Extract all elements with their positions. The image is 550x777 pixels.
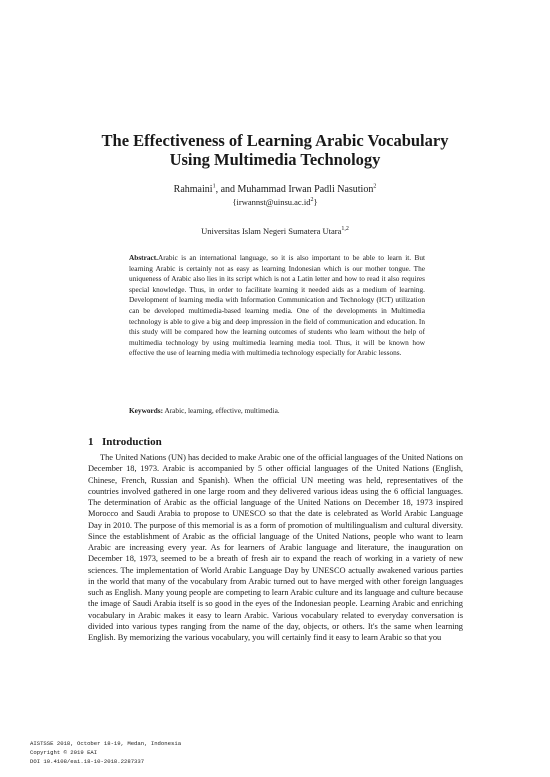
footer-copyright: Copyright © 2019 EAI	[30, 749, 98, 757]
author-2-affil-mark: 2	[373, 183, 377, 190]
email-affil-mark: 2	[310, 197, 314, 204]
email-close-brace: }	[313, 197, 318, 207]
section-heading-introduction	[88, 436, 162, 449]
title-line-1: The Effectiveness of Learning Arabic Vocabulary	[101, 131, 449, 150]
abstract	[129, 253, 425, 359]
keywords-label: Keywords:	[129, 406, 164, 415]
author-email	[60, 197, 490, 208]
affiliation	[60, 226, 490, 237]
keywords-text: Arabic, learning, effective, multimedia.	[163, 406, 280, 415]
keywords	[129, 406, 425, 417]
page-footer	[30, 739, 330, 767]
abstract-text: Arabic is an international language, so it is also important to be able to learn it. But learning Arabic is certainly not as easy as learning Indonesian which is our mother tongue. The uniqueness of Arabic also lies in its script which is not a Latin letter and how to read it also requires special knowledge. Thus, in order to facilitate learning it needed aids as a medium of learning. Development of learning media with Information Communication and Technology (ICT) utilization can be developed multimedia-based learning media. One of the developments in Multimedia technology is able to give a big and deep impression in the field of communication and education. In this study will be compared how the learning outcomes of students who learn without the help of multimedia technology by using multimedia learning media tool. Thus, it will be known how effective the use of learning media with multimedia technology especially for Arabic lessons.	[129, 253, 425, 358]
footer-conference: AISTSSE 2018, October 18-19, Medan, Indonesia	[30, 740, 182, 747]
introduction-paragraph: The United Nations (UN) has decided to make Arabic one of the official languages of the United Nations on December 18, 1973. Arabic is accompanied by 5 other official languages of the United Nations (English, Chinese, French, Russian and Spanish). When the official UN meeting was held, representatives of the countries involved gathered in one large room and they delivered various ideas using the 6 official languages. The determination of Arabic as the official language of the United Nations on December 18, 1973 inspired Morocco and Saudi Arabia to propose to UNESCO so that the date is celebrated as World Arabic Language Day in 2010. The purpose of this memorial is as a form of promotion of multilingualism and cultural diversity. Since the establishment of Arabic as the official language of the United Nations, people who want to learn Arabic are increasing every year. As for learners of Arabic language and literature, the inauguration on December 18, 1973, seemed to be a breath of fresh air to expand the reach of working in a variety of new sciences. The implementation of World Arabic Language Day by UNESCO actually awakened various parties in the world that many of the vocabulary from Arabic turned out to have merged with other foreign languages such as English. Many young people are competing to learn Arabic culture and its language and culture because the image of Saudi Arabia itself is so good in the eyes of the Indonesian people. Learning Arabic and enriching vocabulary in Arabic makes it easy to learn Arabic. Various vocabulary related to everyday conversation is divided into various types ranging from the name of the day, objects, or others. It's the same when learning English. By memorizing the various vocabulary, you will certainly find it easy to learn Arabic so that you	[88, 453, 463, 642]
paper-title	[60, 131, 490, 169]
affiliation-mark: 1,2	[341, 226, 349, 233]
affiliation-name: Universitas Islam Negeri Sumatera Utara	[201, 226, 342, 236]
author-2: Muhammad Irwan Padli Nasution	[237, 184, 374, 195]
section-title: Introduction	[102, 436, 162, 448]
author-1: Rahmaini	[173, 184, 213, 195]
author-conjunction: , and	[215, 184, 238, 195]
author-1-affil-mark: 1	[212, 183, 216, 190]
section-number: 1	[88, 436, 94, 448]
author-list	[60, 183, 490, 196]
title-line-2: Using Multimedia Technology	[169, 150, 381, 169]
footer-doi: DOI 10.4108/eai.18-10-2018.2287337	[30, 758, 145, 766]
abstract-label: Abstract.	[129, 253, 158, 262]
email-address: {irwannst@uinsu.ac.id	[232, 197, 311, 207]
